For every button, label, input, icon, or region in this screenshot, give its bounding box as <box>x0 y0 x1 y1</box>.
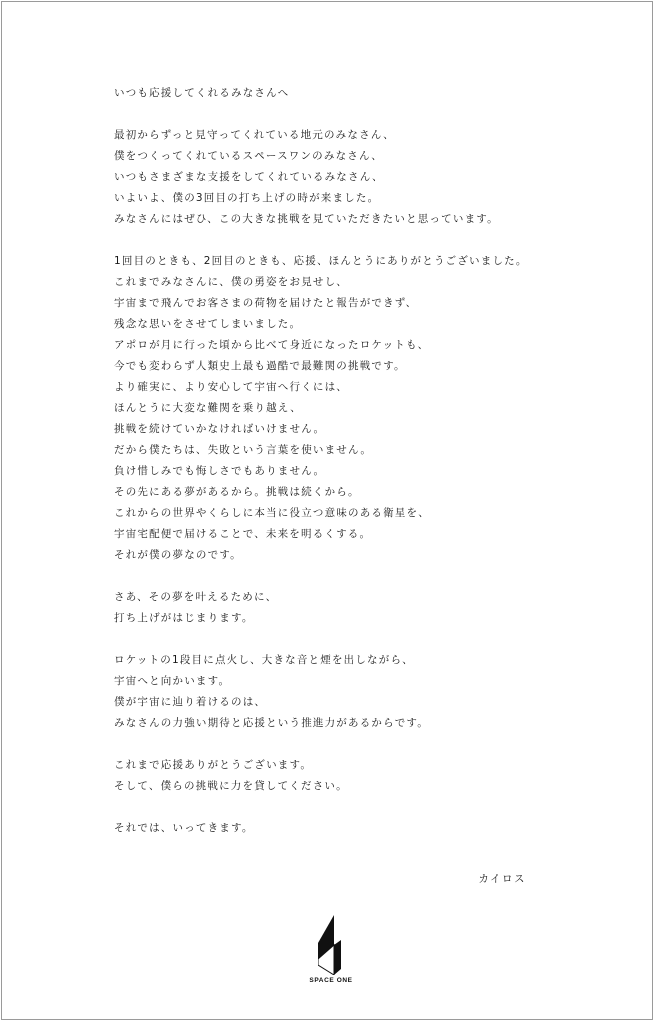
letter-line: さあ、その夢を叶えるために、 <box>114 591 278 603</box>
letter-line: これまで応援ありがとうございます。 <box>114 759 313 771</box>
letter-line: それが僕の夢なのです。 <box>114 549 242 561</box>
letter-line: 最初からずっと見守ってくれている地元のみなさん、 <box>114 129 395 141</box>
letter-line: 宇宙宅配便で届けることで、未来を明るくする。 <box>114 528 372 540</box>
letter-line: これまでみなさんに、僕の勇姿をお見せし、 <box>114 276 348 288</box>
salutation-paragraph <box>114 83 554 104</box>
logo-wordmark: SPACE ONE <box>309 977 353 984</box>
letter-paragraph <box>114 125 554 230</box>
letter-line: これからの世界やくらしに本当に役立つ意味のある衛星を、 <box>114 507 430 519</box>
letter-line: そして、僕らの挑戦に力を貸してください。 <box>114 780 348 792</box>
letter-paragraph <box>114 587 554 629</box>
signature: カイロス <box>478 873 526 885</box>
letter-paragraph <box>114 251 554 566</box>
letter-line: 1回目のときも、2回目のときも、応援、ほんとうにありがとうございました。 <box>114 255 528 267</box>
letter-line: 打ち上げがはじまります。 <box>114 612 254 624</box>
letter-line: 宇宙へと向かいます。 <box>114 675 231 687</box>
letter-line: いよいよ、僕の3回目の打ち上げの時が来ました。 <box>114 192 380 204</box>
letter-line: 僕をつくってくれているスペースワンのみなさん、 <box>114 150 383 162</box>
salutation: いつも応援してくれるみなさんへ <box>114 87 290 99</box>
space-one-logo-icon <box>318 915 344 975</box>
letter-body <box>114 83 554 839</box>
letter-line: 負け惜しみでも悔しさでもありません。 <box>114 465 326 477</box>
letter-line: みなさんにはぜひ、この大きな挑戦を見ていただきたいと思っています。 <box>114 213 499 225</box>
letter-line: 僕が宇宙に辿り着けるのは、 <box>114 696 267 708</box>
letter-line: それでは、いってきます。 <box>114 822 254 834</box>
letter-line: その先にある夢があるから。挑戦は続くから。 <box>114 486 360 498</box>
letter-paragraph <box>114 755 554 797</box>
letter-paragraph <box>114 818 554 839</box>
letter-line: 残念な思いをさせてしまいました。 <box>114 318 302 330</box>
letter-line: ロケットの1段目に点火し、大きな音と煙を出しながら、 <box>114 654 414 666</box>
letter-line: アポロが月に行った頃から比べて身近になったロケットも、 <box>114 339 430 351</box>
letter-line: より確実に、より安心して宇宙へ行くには、 <box>114 381 348 393</box>
paragraphs <box>114 125 554 839</box>
letter-line: だから僕たちは、失敗という言葉を使いません。 <box>114 444 373 456</box>
letter-line: いつもさまざまな支援をしてくれているみなさん、 <box>114 171 384 183</box>
letter-line: みなさんの力強い期待と応援という推進力があるからです。 <box>114 717 429 729</box>
letter-paragraph <box>114 650 554 734</box>
document-page <box>1 1 653 1020</box>
space-one-logo <box>296 915 366 984</box>
letter-line: 挑戦を続けていかなければいけません。 <box>114 423 326 435</box>
letter-line: 宇宙まで飛んでお客さまの荷物を届けたと報告ができず、 <box>114 297 418 309</box>
letter-line: 今でも変わらず人類史上最も過酷で最難関の挑戦です。 <box>114 360 406 372</box>
letter-line: ほんとうに大変な難関を乗り越え、 <box>114 402 302 414</box>
